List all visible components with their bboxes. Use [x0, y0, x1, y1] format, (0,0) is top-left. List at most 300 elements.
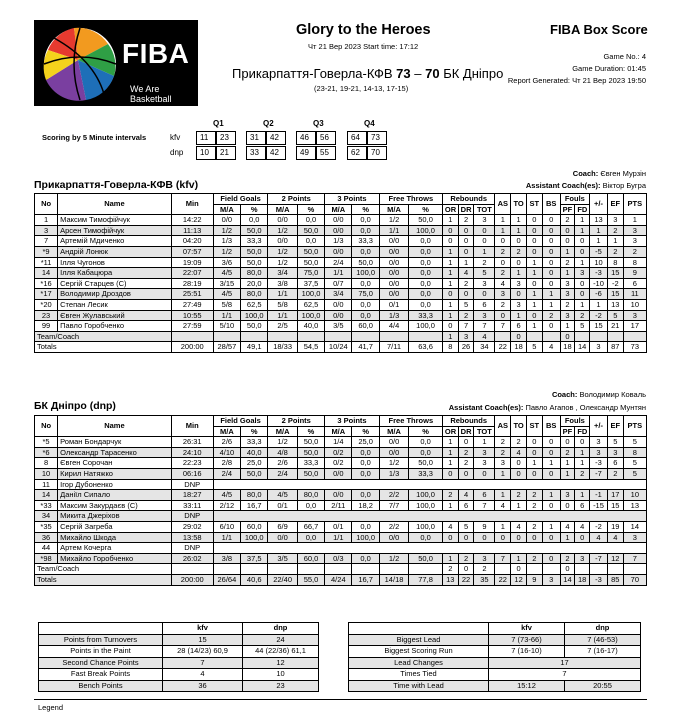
logo-tagline: We Are Basketball [130, 84, 172, 104]
stat-cell: 33,3 [241, 236, 268, 247]
player-row [35, 543, 647, 554]
totals-cell: 7/11 [379, 342, 408, 353]
column-header: M/A [213, 204, 240, 215]
totals-cell: 18 [511, 342, 527, 353]
stat-cell: 4 [495, 500, 511, 511]
stat-cell: 5 [458, 299, 474, 310]
empty-cell [325, 331, 352, 342]
interval-score-cell: 42 [266, 146, 286, 160]
stat-cell: 1 [590, 299, 608, 310]
stat-cell: 25,0 [352, 437, 379, 448]
stat-cell: 75,0 [297, 268, 324, 279]
interval-score-cell: 33 [246, 146, 266, 160]
logo-wordmark: FIBA [122, 38, 190, 69]
stat-cell: 2 [560, 299, 575, 310]
stat-cell: 0 [542, 268, 560, 279]
column-header: M/A [379, 426, 408, 437]
stat-cell: 15 [607, 500, 623, 511]
stat-cell: 5 [607, 310, 623, 321]
player-name: Євген Жулавський [58, 310, 172, 321]
stat-cell: 2 [442, 490, 458, 501]
stat-cell: 3/4 [325, 289, 352, 300]
empty-cell [213, 479, 646, 490]
column-header: % [241, 204, 268, 215]
player-number: 1 [35, 215, 58, 226]
interval-score-cell: 64 [347, 131, 367, 145]
stat-cell: 1 [474, 246, 495, 257]
summary-right-table [348, 622, 641, 692]
stat-cell: 1 [560, 458, 575, 469]
stat-cell: 0 [511, 257, 527, 268]
empty-cell [607, 564, 623, 575]
stat-cell: 1 [511, 268, 527, 279]
stat-cell: 100,0 [241, 532, 268, 543]
stat-cell: 13 [607, 299, 623, 310]
stat-cell: 1 [526, 299, 542, 310]
stat-cell: 100,0 [409, 321, 443, 332]
stat-cell: 0 [511, 532, 527, 543]
player-row [35, 458, 647, 469]
column-header: DR [458, 426, 474, 437]
stat-cell: 33,3 [409, 310, 443, 321]
stat-cell: 0 [511, 468, 527, 479]
column-header: 3 Points [325, 416, 380, 427]
stat-cell: 24:10 [171, 447, 213, 458]
stat-cell: 0 [458, 468, 474, 479]
stat-cell: 0 [542, 321, 560, 332]
stat-cell: 3 [623, 236, 646, 247]
stat-cell: 1 [526, 257, 542, 268]
stat-cell: 0 [575, 246, 590, 257]
column-header: M/A [213, 426, 240, 437]
stat-cell: 0,0 [352, 310, 379, 321]
player-minutes: DNP [171, 479, 213, 490]
stat-cell: 1 [495, 468, 511, 479]
stat-cell: 10 [623, 490, 646, 501]
stat-cell: 0,0 [352, 299, 379, 310]
column-header: FD [575, 426, 590, 437]
stat-cell: 28:19 [171, 278, 213, 289]
away-box-table [34, 415, 647, 586]
interval-team-code: kfv [170, 133, 181, 142]
stat-cell: 5/8 [213, 299, 240, 310]
stat-cell: 0/0 [268, 236, 297, 247]
summary-label: Points from Turnovers [39, 634, 163, 646]
stat-cell: 2 [495, 447, 511, 458]
totals-cell: 26/64 [213, 574, 240, 585]
stat-cell: 0 [526, 437, 542, 448]
stat-cell: 0,0 [409, 437, 443, 448]
stat-cell: 2/2 [379, 521, 408, 532]
stat-cell: 62,5 [297, 299, 324, 310]
stat-cell: 3/6 [213, 257, 240, 268]
stat-cell: 0/0 [379, 532, 408, 543]
stat-cell: 0/0 [379, 268, 408, 279]
player-name: Михайло Шкода [58, 532, 172, 543]
team-turnovers: 0 [511, 331, 527, 342]
stat-cell: 3 [623, 225, 646, 236]
summary-header-row [349, 623, 641, 635]
empty-cell [526, 564, 542, 575]
stat-cell: 0 [526, 468, 542, 479]
stat-cell: 0,0 [352, 553, 379, 564]
player-number: 11 [35, 479, 58, 490]
team-fouls: 0 [560, 331, 575, 342]
totals-cell: 28/57 [213, 342, 240, 353]
stat-cell: 2 [474, 257, 495, 268]
interval-score-cell: 49 [296, 146, 316, 160]
stat-cell: 7 [495, 553, 511, 564]
stat-cell: 4 [560, 521, 575, 532]
totals-cell: 14/18 [379, 574, 408, 585]
team-coach-label: Team/Coach [35, 331, 172, 342]
stat-cell: 1/2 [268, 246, 297, 257]
stat-cell: 25,0 [241, 458, 268, 469]
stat-cell: 0,0 [409, 532, 443, 543]
interval-team-code: dnp [170, 148, 184, 157]
empty-cell [409, 564, 443, 575]
team-rebound-dr: 3 [458, 331, 474, 342]
summary-column-header: kfv [489, 623, 565, 635]
stat-cell: 0 [442, 225, 458, 236]
stat-cell: -2 [607, 278, 623, 289]
stat-cell: 3/8 [213, 553, 240, 564]
column-header: PTS [623, 416, 646, 437]
column-header: M/A [379, 204, 408, 215]
stat-cell: 0,0 [241, 215, 268, 226]
stat-cell: 1 [442, 278, 458, 289]
player-minutes: DNP [171, 511, 213, 522]
stat-cell: 0 [575, 532, 590, 543]
stat-cell: 0 [474, 532, 495, 543]
stat-cell: 2/4 [268, 468, 297, 479]
stat-cell: 1 [511, 215, 527, 226]
empty-cell [213, 564, 240, 575]
stat-cell: 1/2 [268, 437, 297, 448]
game-datetime: Чт 21 Вер 2023 Start time: 17:12 [308, 42, 419, 51]
totals-cell: 18/33 [268, 342, 297, 353]
summary-value: 28 (14/23) 60,9 [163, 646, 243, 658]
empty-cell [325, 564, 352, 575]
away-assistant-coach: Assistant Coach(es): Павло Агапов , Олександр Мунтян [448, 403, 646, 412]
player-number: 36 [35, 532, 58, 543]
stat-cell: 2 [575, 310, 590, 321]
stat-cell: 1/1 [213, 532, 240, 543]
stat-cell: 7 [623, 553, 646, 564]
stat-cell: 14:22 [171, 215, 213, 226]
empty-cell [542, 331, 560, 342]
stat-cell: 2/5 [268, 321, 297, 332]
stat-cell: 1 [511, 310, 527, 321]
totals-cell: 41,7 [352, 342, 379, 353]
stat-cell: 13 [590, 215, 608, 226]
stat-cell: 1 [575, 215, 590, 226]
stat-cell: 0,0 [409, 299, 443, 310]
stat-cell: 1 [526, 268, 542, 279]
column-header: Fouls [560, 416, 589, 427]
stat-cell: 1 [442, 553, 458, 564]
stat-cell: 1 [526, 289, 542, 300]
stat-cell: 2/6 [268, 458, 297, 469]
player-row [35, 500, 647, 511]
interval-score-cell: 21 [216, 146, 236, 160]
stat-cell: 1 [495, 490, 511, 501]
stat-cell: 19:09 [171, 257, 213, 268]
stat-cell: 5 [623, 437, 646, 448]
column-header: OR [442, 204, 458, 215]
stat-cell: 3 [560, 278, 575, 289]
stat-cell: 3 [607, 447, 623, 458]
player-name: Сергій Старцев (C) [58, 278, 172, 289]
stat-cell: 6 [623, 278, 646, 289]
column-header: No [35, 194, 58, 215]
stat-cell: 4/5 [268, 490, 297, 501]
column-header: Free Throws [379, 194, 442, 205]
summary-value: 23 [243, 680, 319, 692]
stat-cell: 1/1 [325, 532, 352, 543]
stat-cell: 1 [511, 225, 527, 236]
player-number: *20 [35, 299, 58, 310]
stat-cell: 1 [590, 236, 608, 247]
stat-cell: 0,0 [409, 268, 443, 279]
totals-cell: 55,0 [297, 574, 324, 585]
summary-value: 7 [489, 669, 641, 681]
column-header: AS [495, 194, 511, 215]
player-number: 7 [35, 236, 58, 247]
player-number: *6 [35, 447, 58, 458]
stat-cell: 0 [442, 236, 458, 247]
stat-cell: 4/4 [379, 321, 408, 332]
totals-cell: 14 [560, 574, 575, 585]
interval-score-cell: 46 [296, 131, 316, 145]
column-header: AS [495, 416, 511, 437]
stat-cell: 0 [495, 310, 511, 321]
stat-cell: 50,0 [297, 246, 324, 257]
stat-cell: 4/8 [268, 447, 297, 458]
summary-row [349, 646, 641, 658]
column-header: % [352, 204, 379, 215]
column-header: Field Goals [213, 194, 268, 205]
stat-cell: 0 [495, 236, 511, 247]
stat-cell: 2 [495, 299, 511, 310]
stat-cell: 3 [590, 447, 608, 458]
summary-value: 20:55 [565, 680, 641, 692]
stat-cell: 0 [542, 532, 560, 543]
summary-column-header: dnp [243, 623, 319, 635]
stat-cell: 5/10 [213, 321, 240, 332]
team-coach-label: Team/Coach [35, 564, 172, 575]
stat-cell: 1 [442, 257, 458, 268]
stat-cell: 0 [474, 468, 495, 479]
stat-cell: 80,0 [241, 289, 268, 300]
column-header: 2 Points [268, 416, 325, 427]
stat-cell: 2 [560, 257, 575, 268]
interval-score-cell: 11 [196, 131, 216, 145]
column-header: % [297, 204, 324, 215]
stat-cell: 60,0 [297, 553, 324, 564]
stat-cell: 2 [607, 246, 623, 257]
stat-cell: 2 [526, 500, 542, 511]
summary-value: 36 [163, 680, 243, 692]
stat-cell: 2 [560, 553, 575, 564]
stat-cell: 3 [590, 437, 608, 448]
stat-cell: 0/0 [325, 225, 352, 236]
column-header: EF [607, 416, 623, 437]
stat-cell: 1 [542, 521, 560, 532]
stat-cell: 0 [495, 257, 511, 268]
team-coach-row [35, 564, 647, 575]
column-header: M/A [325, 426, 352, 437]
home-assistant-coach: Assistant Coach(es): Віктор Бугра [525, 181, 646, 190]
totals-cell: 22 [495, 574, 511, 585]
player-number: *35 [35, 521, 58, 532]
stat-cell: 1 [560, 532, 575, 543]
empty-cell [297, 331, 324, 342]
column-header: % [352, 426, 379, 437]
empty-cell [241, 564, 268, 575]
summary-value: 7 (16-17) [565, 646, 641, 658]
player-name: Ігор Дубоненко [58, 479, 172, 490]
player-name: Євген Сорочан [58, 458, 172, 469]
stat-cell: 0,0 [352, 458, 379, 469]
stat-cell: 2 [526, 521, 542, 532]
stat-cell: 2 [526, 553, 542, 564]
summary-value: 44 (22/36) 61,1 [243, 646, 319, 658]
totals-cell: 9 [526, 574, 542, 585]
stat-cell: 0,0 [409, 257, 443, 268]
stat-cell: 1 [623, 215, 646, 226]
quarter-scores: (23-21, 19-21, 14-13, 17-15) [314, 84, 409, 93]
summary-row [349, 634, 641, 646]
stat-cell: 33,3 [241, 437, 268, 448]
stat-cell: 0 [542, 278, 560, 289]
stat-cell: 8 [623, 447, 646, 458]
stat-cell: 1 [560, 246, 575, 257]
stat-cell: 1 [442, 310, 458, 321]
stat-cell: 0,0 [409, 278, 443, 289]
stat-cell: 1/3 [213, 236, 240, 247]
stat-cell: 2/8 [213, 458, 240, 469]
stat-cell: 62,5 [241, 299, 268, 310]
stat-cell: 9 [623, 268, 646, 279]
stat-cell: 2 [607, 225, 623, 236]
stat-cell: 100,0 [352, 532, 379, 543]
stat-cell: 0 [542, 437, 560, 448]
stat-cell: 21 [607, 321, 623, 332]
stat-cell: 1 [474, 437, 495, 448]
stat-cell: 3 [474, 278, 495, 289]
stat-cell: 0 [542, 257, 560, 268]
column-header: BS [542, 194, 560, 215]
game-title: Glory to the Heroes [296, 22, 431, 38]
stat-cell: 0/0 [325, 299, 352, 310]
interval-q2-header: Q2 [263, 119, 274, 128]
player-number: 34 [35, 511, 58, 522]
empty-cell [575, 564, 590, 575]
stat-cell: 0/0 [213, 215, 240, 226]
home-score: 73 [396, 66, 411, 81]
totals-cell: 12 [511, 574, 527, 585]
stat-cell: 5 [623, 458, 646, 469]
column-header: EF [607, 194, 623, 215]
player-number: 3 [35, 225, 58, 236]
stat-cell: 100,0 [297, 289, 324, 300]
stat-cell: 1/1 [268, 289, 297, 300]
stat-cell: 1/1 [325, 268, 352, 279]
stat-cell: 3 [511, 278, 527, 289]
player-row [35, 447, 647, 458]
player-row [35, 246, 647, 257]
column-header: % [409, 204, 443, 215]
column-header: Name [58, 416, 172, 437]
stat-cell: 15 [607, 268, 623, 279]
summary-label: Lead Changes [349, 657, 489, 669]
summary-value: 7 (16-10) [489, 646, 565, 658]
totals-cell: 22 [495, 342, 511, 353]
stat-cell: 0/0 [379, 289, 408, 300]
stat-cell: 4 [511, 521, 527, 532]
stat-cell: 50,0 [297, 225, 324, 236]
stat-cell: 0 [526, 447, 542, 458]
stat-cell: 1 [542, 289, 560, 300]
totals-cell: 18 [575, 574, 590, 585]
stat-cell: 50,0 [297, 447, 324, 458]
stat-cell: 16,7 [241, 500, 268, 511]
totals-cell: 26 [458, 342, 474, 353]
player-row [35, 490, 647, 501]
stat-cell: 0 [442, 321, 458, 332]
totals-cell: 49,1 [241, 342, 268, 353]
stat-cell: 0/0 [379, 236, 408, 247]
column-header: +/- [590, 194, 608, 215]
interval-q1-header: Q1 [213, 119, 224, 128]
stat-cell: 50,0 [241, 468, 268, 479]
legend: Legend [38, 703, 64, 712]
stat-cell: 9 [474, 521, 495, 532]
player-name: Олександр Тарасенко [58, 447, 172, 458]
stat-cell: 20,0 [241, 278, 268, 289]
home-assistant-name: Віктор Бугра [602, 181, 646, 190]
stat-cell: 0 [542, 468, 560, 479]
empty-cell [297, 564, 324, 575]
player-name: Максим Закурдаєв (C) [58, 500, 172, 511]
summary-label: Time with Lead [349, 680, 489, 692]
empty-cell [241, 331, 268, 342]
stat-cell: 0 [458, 289, 474, 300]
stat-cell: 0 [474, 289, 495, 300]
stat-cell: 0 [526, 532, 542, 543]
stat-cell: 3 [560, 289, 575, 300]
stat-cell: 1/2 [379, 215, 408, 226]
stat-cell: 33,3 [352, 236, 379, 247]
totals-row [35, 342, 647, 353]
column-header: Name [58, 194, 172, 215]
stat-cell: 2 [511, 490, 527, 501]
stat-cell: 2 [458, 215, 474, 226]
column-header: Fouls [560, 194, 589, 205]
stat-cell: 3/5 [325, 321, 352, 332]
stat-cell: 4 [458, 490, 474, 501]
stat-cell: 19 [607, 521, 623, 532]
stat-cell: 50,0 [241, 246, 268, 257]
player-name: Степан Лесик [58, 299, 172, 310]
stat-cell: 50,0 [241, 257, 268, 268]
intervals-label: Scoring by 5 Minute intervals [42, 133, 147, 142]
stat-cell: -6 [590, 289, 608, 300]
stat-cell: 15 [590, 321, 608, 332]
stat-cell: 2/2 [379, 490, 408, 501]
player-name: Роман Бондарчук [58, 437, 172, 448]
